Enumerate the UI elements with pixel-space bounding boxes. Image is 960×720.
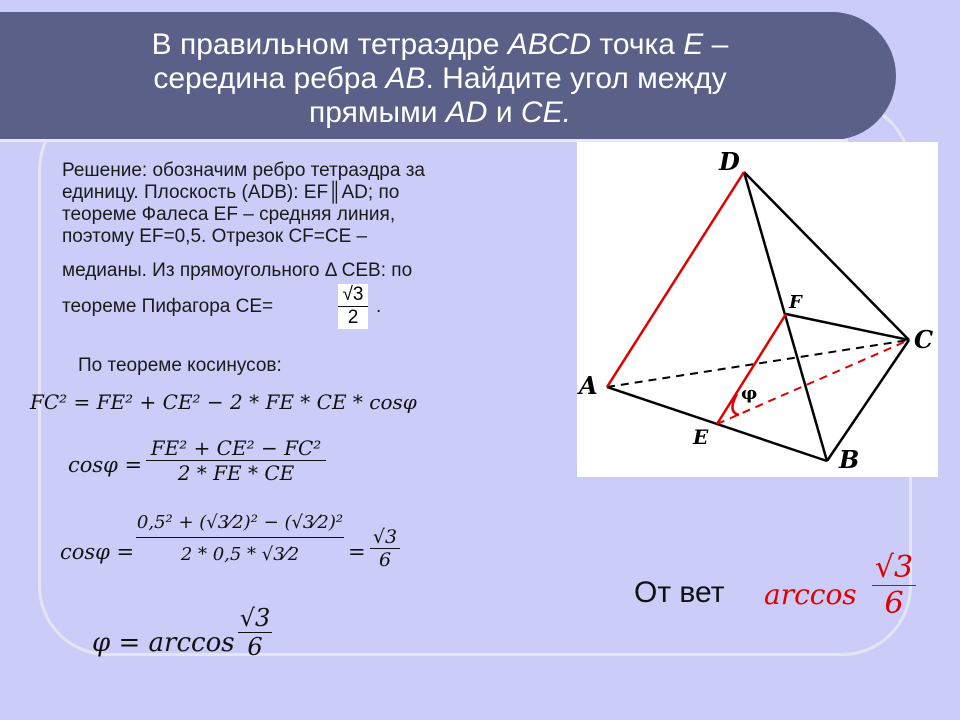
formula-cos-fraction: FE² + CE² − FC² 2 * FE * CE: [146, 436, 326, 485]
label-f: F: [789, 292, 802, 313]
formula-cos-result: √3 6: [370, 526, 400, 571]
formula-phi-fraction: √3 6: [239, 604, 271, 661]
formula-cos-subst-lhs: cosφ =: [60, 540, 135, 564]
formula-law-of-cosines: FC² = FE² + CE² − 2 * FE * CE * cosφ: [30, 390, 417, 414]
edge-fc: [786, 314, 909, 340]
solution-line-1: Решение: обозначим ребро тетраэдра за: [62, 160, 425, 181]
slide-title: В правильном тетраэдре ABCD точка E – середина ребра AB. Найдите угол между прямыми AD и CE.: [151, 28, 729, 129]
segment-ef: [717, 314, 786, 424]
edge-ac-hidden: [607, 340, 909, 387]
edge-ad: [607, 172, 744, 387]
solution-line-6: теореме Пифагора CE=: [62, 296, 274, 317]
title-bar: [0, 12, 896, 140]
answer-fraction: √3 6: [872, 550, 916, 621]
label-phi: φ: [741, 383, 758, 404]
label-d: D: [719, 147, 740, 176]
solution-line-2: единицу. Плоскость (ADB): EF║AD; по: [62, 182, 400, 203]
answer-value: arccos: [764, 578, 857, 611]
ce-fraction: √3 2: [338, 284, 368, 329]
tetrahedron-svg: [577, 142, 938, 477]
tetrahedron-diagram: [577, 142, 938, 477]
formula-cos-subst-fraction: 0,5² + (√3⁄2)² − (√3⁄2)² 2 * 0,5 * √3⁄2: [136, 512, 344, 565]
cosine-intro: По теореме косинусов:: [78, 355, 282, 376]
edge-bc: [827, 340, 909, 461]
label-a: A: [579, 371, 598, 400]
label-c: C: [914, 325, 934, 354]
formula-phi-lhs: φ = arccos: [92, 628, 235, 658]
label-e: E: [693, 425, 709, 449]
label-b: B: [839, 445, 860, 474]
solution-line-4: поэтому EF=0,5. Отрезок CF=CE –: [62, 226, 368, 247]
solution-line-3: теореме Фалеса EF – средняя линия,: [62, 204, 396, 225]
answer-label: От вет: [634, 576, 725, 609]
formula-cos-lhs: cosφ =: [68, 453, 143, 477]
ce-period: .: [376, 296, 382, 317]
solution-line-5: медианы. Из прямоугольного Δ CEB: по: [62, 260, 413, 281]
formula-equals: =: [348, 540, 366, 564]
